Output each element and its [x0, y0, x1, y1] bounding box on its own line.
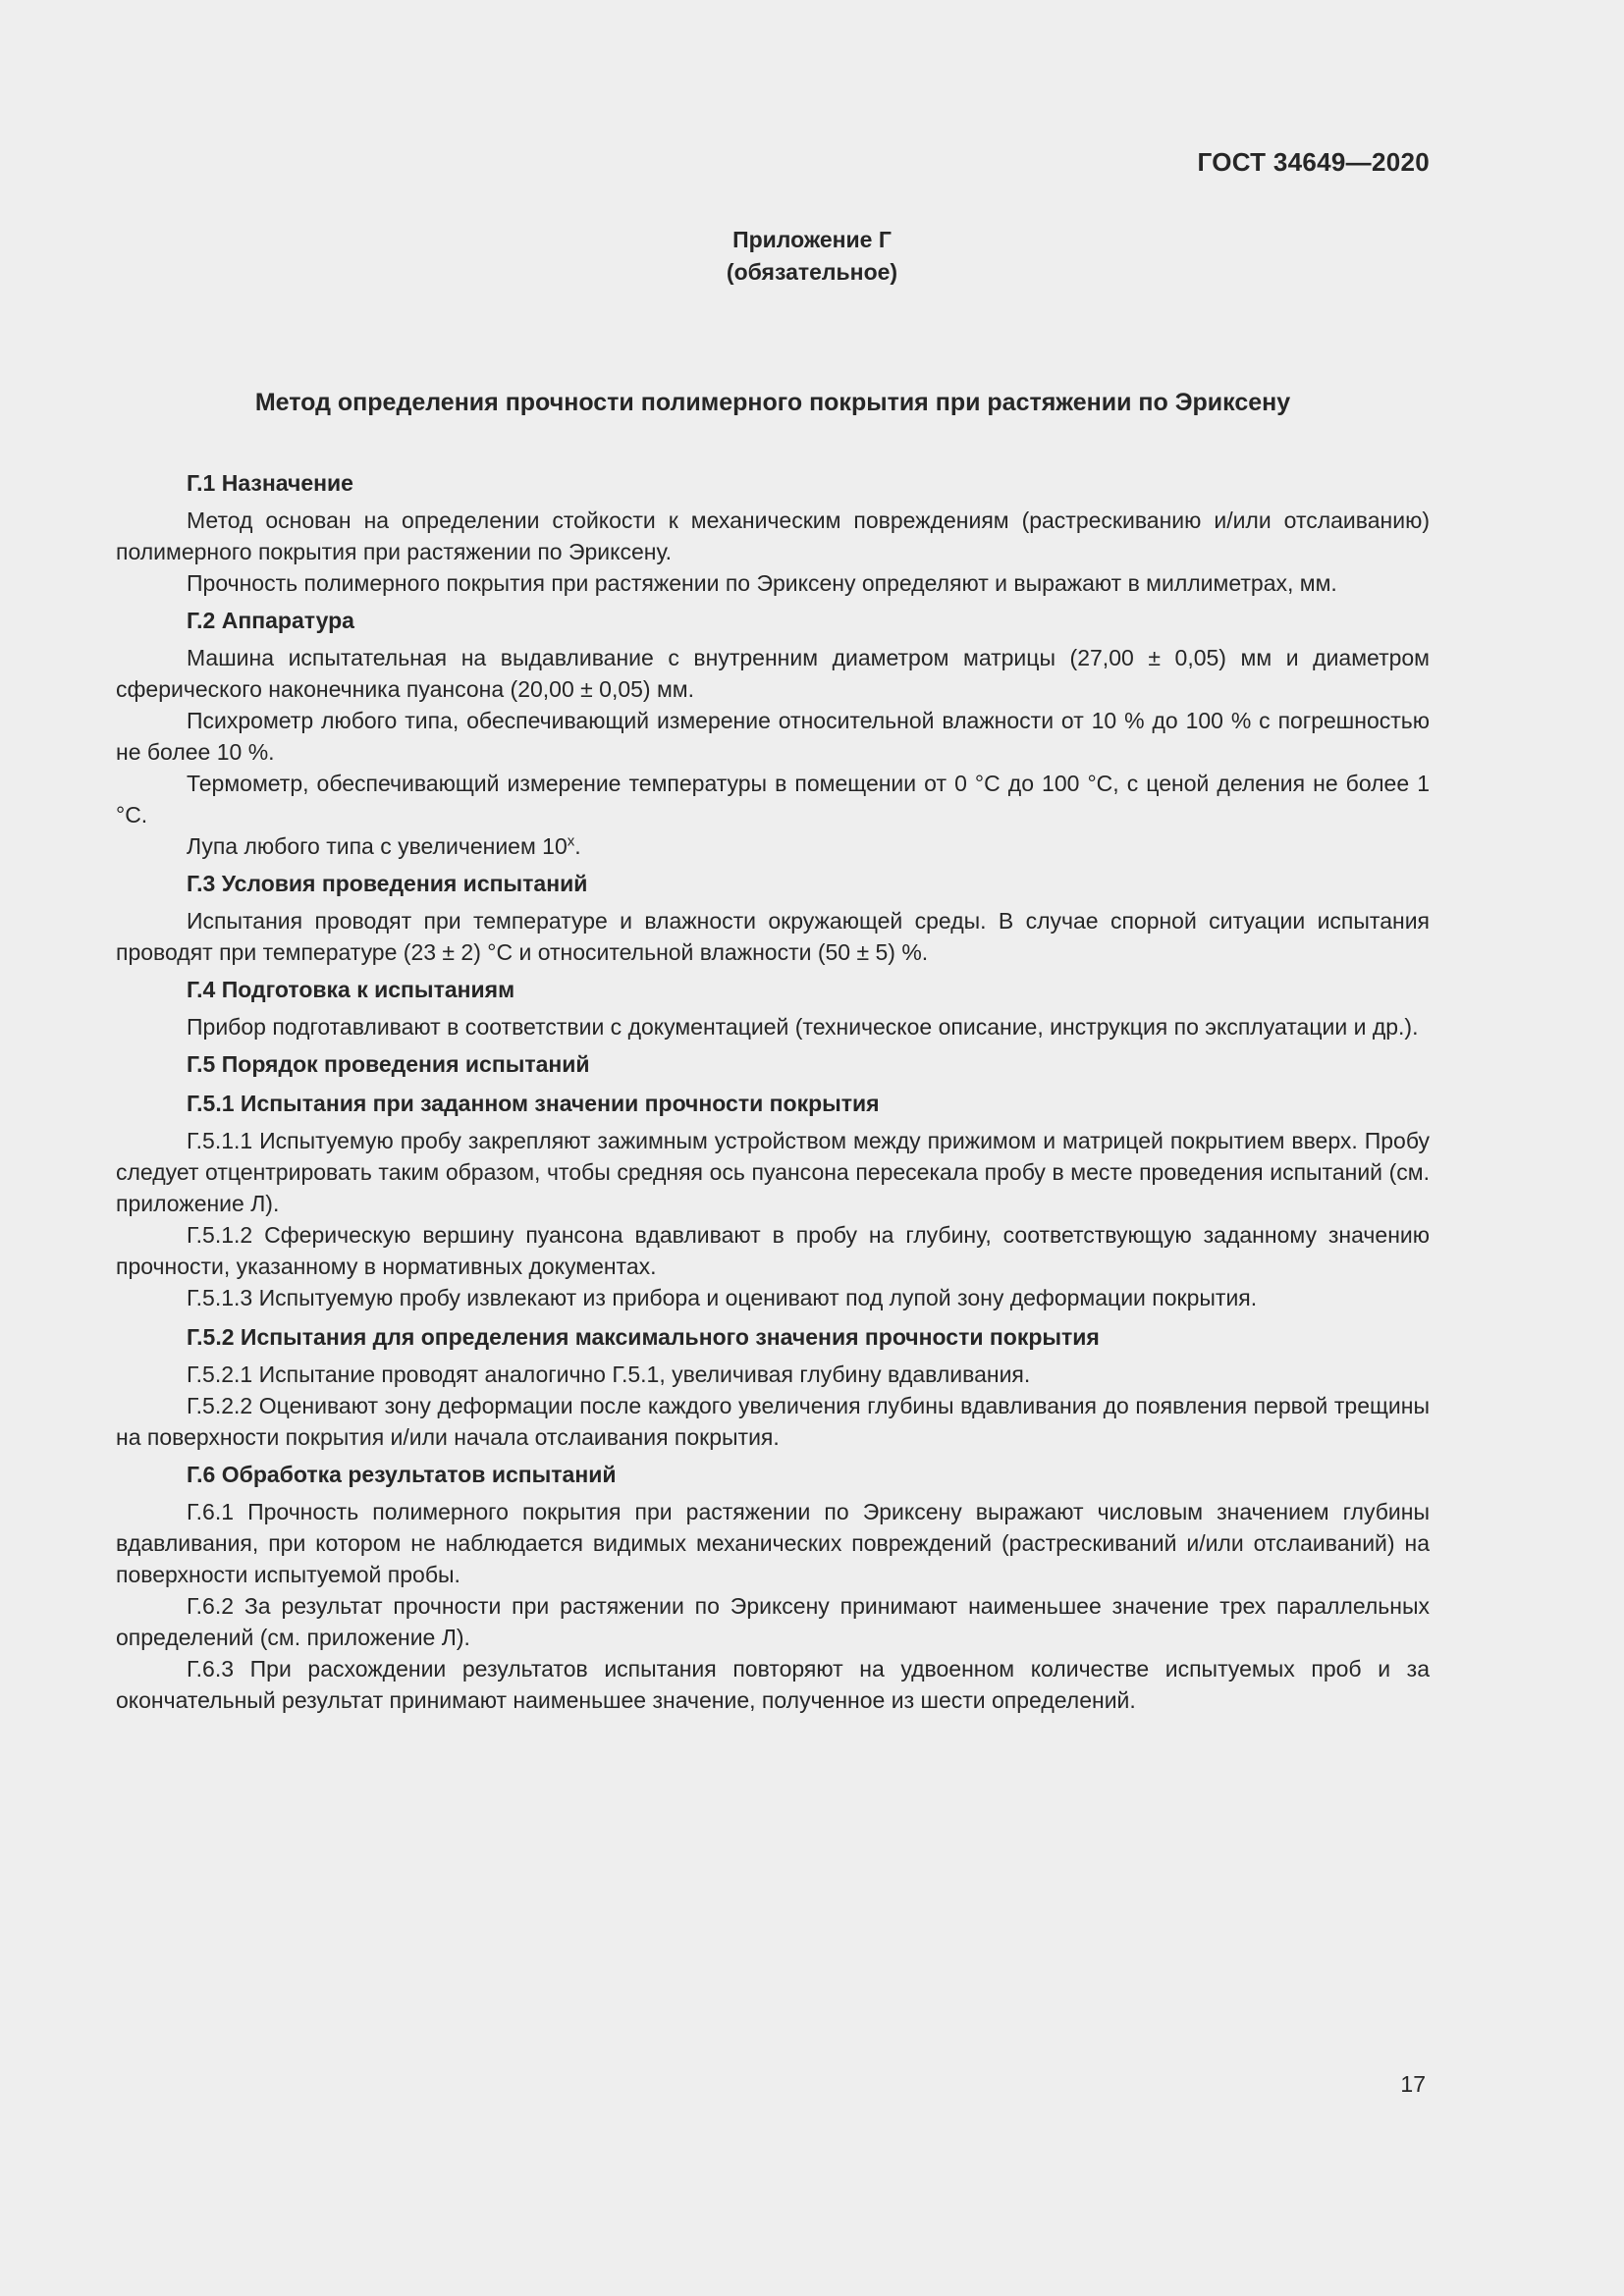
appendix-label: Приложение Г: [732, 227, 892, 252]
paragraph: Машина испытательная на выдавливание с внутренним диаметром матрицы (27,00 ± 0,05) мм и диаметром сферического наконечника пуансона (20,00 ± 0,05) мм.: [116, 645, 1430, 702]
paragraph: Г.6.1 Прочность полимерного покрытия при растяжении по Эриксену выражают числовым значением глубины вдавливания, при котором не наблюдается видимых механических повреждений (растрескиваний и/или отслаиваний) на поверхности испытуемой пробы.: [116, 1499, 1430, 1587]
paragraph: Термометр, обеспечивающий измерение температуры в помещении от 0 °С до 100 °С, с ценой деления не более 1 °С.: [116, 771, 1430, 828]
section-heading-g3: Г.3 Условия проведения испытаний: [187, 871, 588, 896]
paragraph: Г.5.1.3 Испытуемую пробу извлекают из прибора и оценивают под лупой зону деформации покрытия.: [187, 1285, 1258, 1310]
subsection-heading-g52: Г.5.2 Испытания для определения максимального значения прочности покрытия: [187, 1324, 1100, 1350]
subsection-heading-g51: Г.5.1 Испытания при заданном значении прочности покрытия: [187, 1091, 880, 1116]
paragraph: Г.6.2 За результат прочности при растяжении по Эриксену принимают наименьшее значение трех параллельных определений (см. приложение Л).: [116, 1593, 1430, 1650]
section-heading-g4: Г.4 Подготовка к испытаниям: [187, 977, 515, 1002]
section-heading-g5: Г.5 Порядок проведения испытаний: [187, 1051, 590, 1077]
paragraph: Г.5.1.2 Сферическую вершину пуансона вдавливают в пробу на глубину, соответствующую заданному значению прочности, указанному в нормативных документах.: [116, 1222, 1430, 1279]
paragraph-end: .: [574, 833, 581, 859]
appendix-heading: [0, 224, 1624, 289]
page-number: 17: [1400, 2071, 1426, 2097]
paragraph: Г.5.1.1 Испытуемую пробу закрепляют зажимным устройством между прижимом и матрицей покрытием вверх. Пробу следует отцентрировать таким образом, чтобы средняя ось пуансона пересекала пробу в месте проведения испытаний (см. приложение Л).: [116, 1128, 1430, 1216]
document-code: ГОСТ 34649—2020: [1197, 147, 1430, 177]
document-body: [116, 467, 1430, 1716]
paragraph: Испытания проводят при температуре и влажности окружающей среды. В случае спорной ситуации испытания проводят при температуре (23 ± 2) °С и относительной влажности (50 ± 5) %.: [116, 908, 1430, 965]
section-heading-g2: Г.2 Аппаратура: [187, 608, 354, 633]
paragraph: Г.5.2.1 Испытание проводят аналогично Г.5.1, увеличивая глубину вдавливания.: [187, 1362, 1031, 1387]
paragraph: Г.6.3 При расхождении результатов испытания повторяют на удвоенном количестве испытуемых проб и за окончательный результат принимают наименьшее значение, полученное из шести определений.: [116, 1656, 1430, 1713]
appendix-status: (обязательное): [726, 259, 898, 285]
document-title: Метод определения прочности полимерного покрытия при растяжении по Эриксену: [254, 389, 1291, 416]
section-heading-g6: Г.6 Обработка результатов испытаний: [187, 1462, 617, 1487]
section-heading-g1: Г.1 Назначение: [187, 470, 353, 496]
paragraph-text: Лупа любого типа с увеличением 10: [187, 833, 568, 859]
paragraph-magnifier: [116, 830, 1430, 862]
paragraph: Прочность полимерного покрытия при растяжении по Эриксену определяют и выражают в миллиметрах, мм.: [187, 570, 1337, 596]
paragraph: Г.5.2.2 Оценивают зону деформации после каждого увеличения глубины вдавливания до появления первой трещины на поверхности покрытия и/или начала отслаивания покрытия.: [116, 1393, 1430, 1450]
superscript: х: [567, 832, 575, 850]
paragraph: Прибор подготавливают в соответствии с документацией (техническое описание, инструкция по эксплуатации и др.).: [187, 1014, 1419, 1040]
paragraph: Психрометр любого типа, обеспечивающий измерение относительной влажности от 10 % до 100 % с погрешностью не более 10 %.: [116, 708, 1430, 765]
paragraph: Метод основан на определении стойкости к механическим повреждениям (растрескиванию и/или отслаиванию) полимерного покрытия при растяжении по Эриксену.: [116, 507, 1430, 564]
